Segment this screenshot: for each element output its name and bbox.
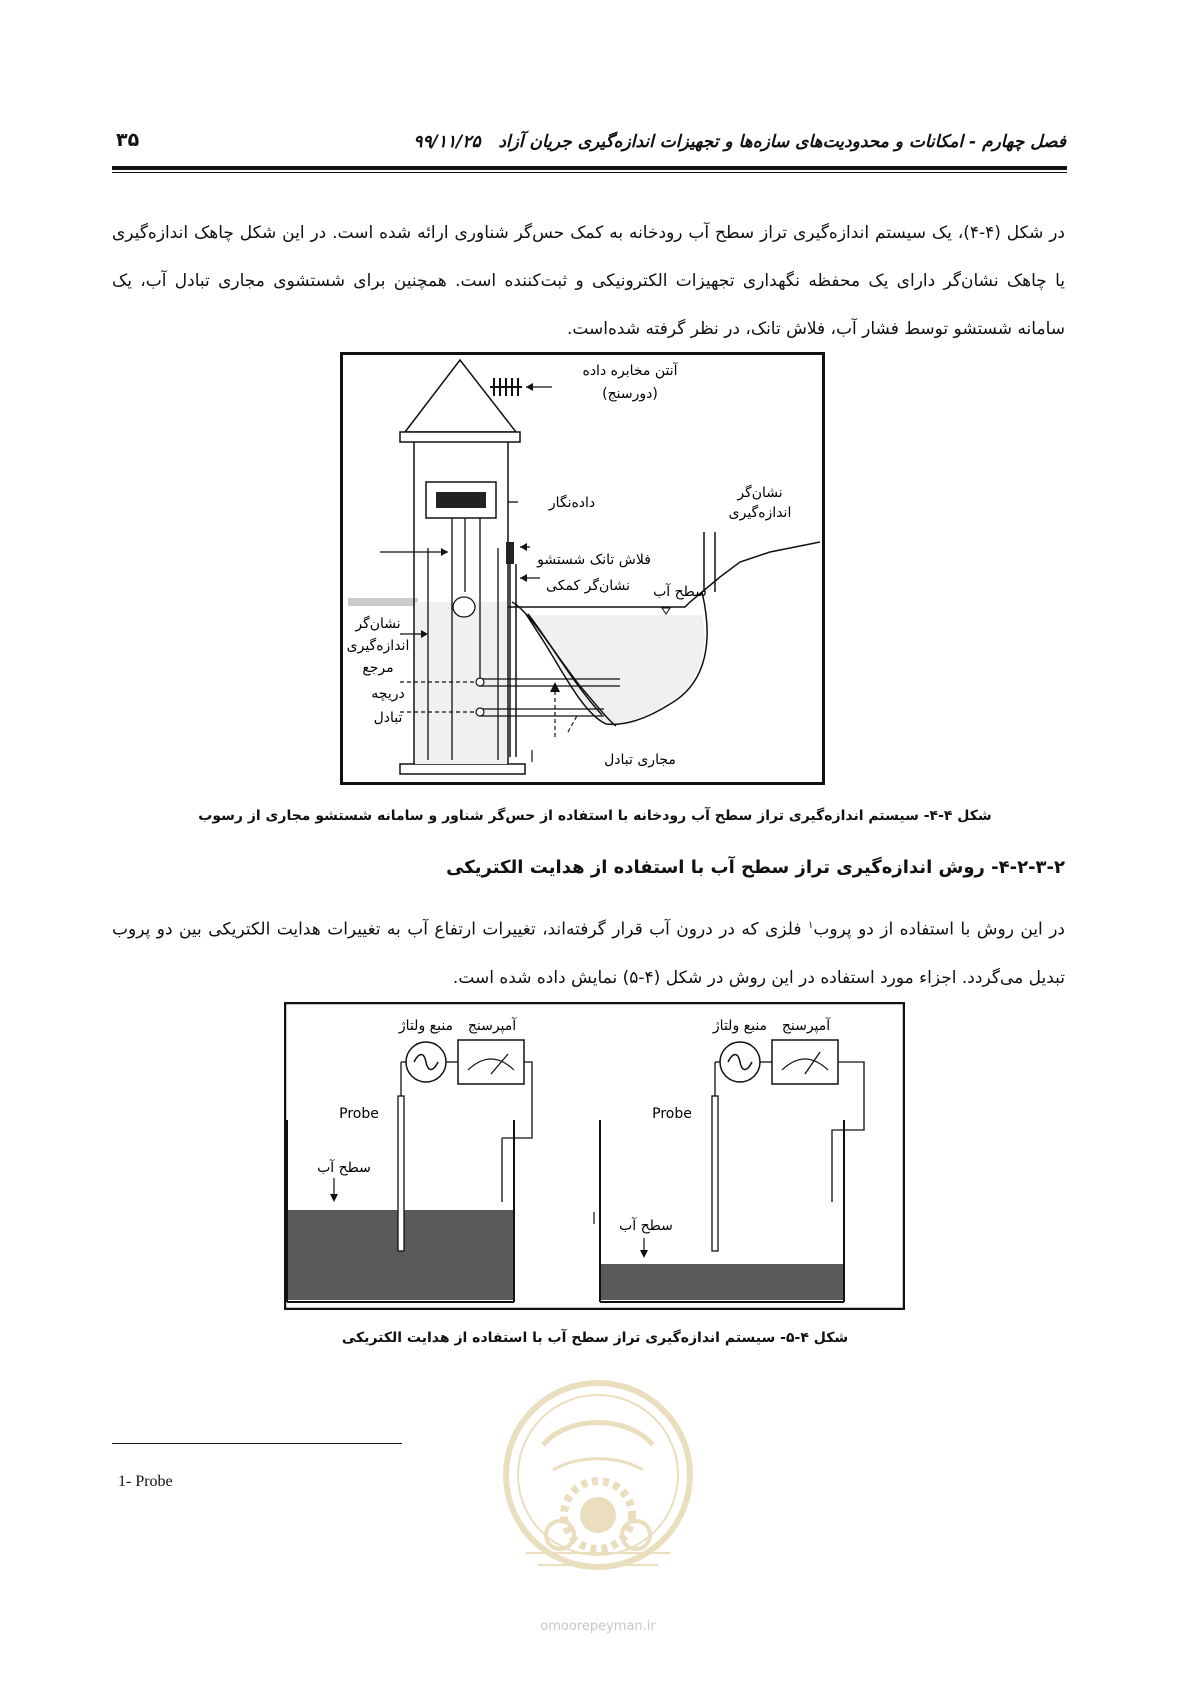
staff-gauge-label-2: اندازه‌گیری [728, 505, 792, 521]
figure-conductivity-system [284, 1002, 905, 1310]
paragraph2-part-a: در این روش با استفاده از دو پروب [813, 919, 1065, 940]
figure2-caption: شکل ۴-۵- سیستم اندازه‌گیری تراز سطح آب با استفاده از هدایت الکتریکی [341, 1330, 849, 1346]
ref-gauge-label-2: اندازه‌گیری [346, 638, 410, 654]
antenna-sublabel: (دورسنج) [602, 386, 658, 402]
footnote-rule [112, 1443, 402, 1444]
probe-label: Probe [339, 1106, 379, 1122]
ammeter-label-2: آمپرسنج [781, 1018, 831, 1034]
header-date: ۹۹/۱۱/۲۵ [413, 132, 481, 152]
probe-label-2: Probe [652, 1106, 692, 1122]
conductivity-paragraph [112, 902, 1065, 1002]
footnote: 1- Probe [118, 1473, 173, 1490]
flush-tank-label: فلاش تانک شستشو [537, 552, 651, 568]
water-surface-label-left: سطح آب [317, 1160, 371, 1176]
chapter-header [413, 132, 1066, 152]
chapter-title: فصل چهارم - امکانات و محدودیت‌های سازه‌ها و تجهیزات اندازه‌گیری جریان آزاد [498, 132, 1066, 152]
intro-paragraph: در شکل (۴-۴)، یک سیستم اندازه‌گیری تراز سطح آب رودخانه به کمک حس‌گر شناوری ارائه شده است. در این شکل چاهک اندازه‌گیری یا چاهک نشان‌گر دارای یک محفظه نگهداری تجهیزات الکترونیکی و ثبت‌کننده است. همچنین برای شستشوی مجاری تبادل آب، یک سامانه شستشو توسط فشار آب، فلاش تانک، در نظر گرفته شده‌است. [112, 223, 1065, 339]
valve-label-1: دریچه [371, 686, 405, 702]
figure-float-system [340, 352, 825, 785]
figure1-caption: شکل ۴-۴- سیستم اندازه‌گیری تراز سطح آب رودخانه با استفاده از حس‌گر شناور و سامانه شستشو مجاری از رسوب [198, 808, 992, 824]
antenna-icon [490, 378, 522, 396]
header-rule-thin [112, 172, 1067, 173]
ref-gauge-label-3: مرجع [362, 660, 394, 676]
water-surface-label-right: سطح آب [619, 1218, 673, 1234]
footnote-ref: ۱ [807, 920, 814, 931]
antenna-label: آنتن مخابره داده [582, 363, 678, 379]
voltage-source-label: منبع ولتاژ [398, 1018, 454, 1034]
watermark-logo [498, 1375, 698, 1640]
ammeter-icon [458, 1040, 524, 1084]
aux-gauge-label: نشان‌گر کمکی [546, 578, 630, 594]
ammeter-label: آمپرسنج [467, 1018, 517, 1034]
datalogger-label: داده‌نگار [548, 495, 596, 511]
valve-label-2: تبادل [373, 710, 403, 726]
ammeter-icon-2 [772, 1040, 838, 1084]
watermark-url: omoorepeyman.ir [540, 1619, 656, 1634]
voltage-source-label-2: منبع ولتاژ [712, 1018, 768, 1034]
header-rule-thick [112, 166, 1067, 170]
intake-label: مجاری تبادل [604, 752, 676, 768]
ref-gauge-label-1: نشان‌گر [355, 616, 401, 632]
paragraph2-part-b: فلزی که در درون آب قرار گرفته‌اند، تغییرات ارتفاع آب به تغییرات هدایت الکتریکی بین دو پروب تبدیل می‌گردد. اجزاء مورد استفاده در این روش در شکل (۴-۵) نمایش داده شده است. [112, 919, 1065, 988]
page-number: ۳۵ [116, 129, 140, 151]
water-surface-label: سطح آب [653, 584, 707, 600]
section-heading: ۴-۲-۳-۲- روش اندازه‌گیری تراز سطح آب با استفاده از هدایت الکتریکی [446, 857, 1065, 878]
staff-gauge-label-1: نشان‌گر [737, 485, 783, 501]
